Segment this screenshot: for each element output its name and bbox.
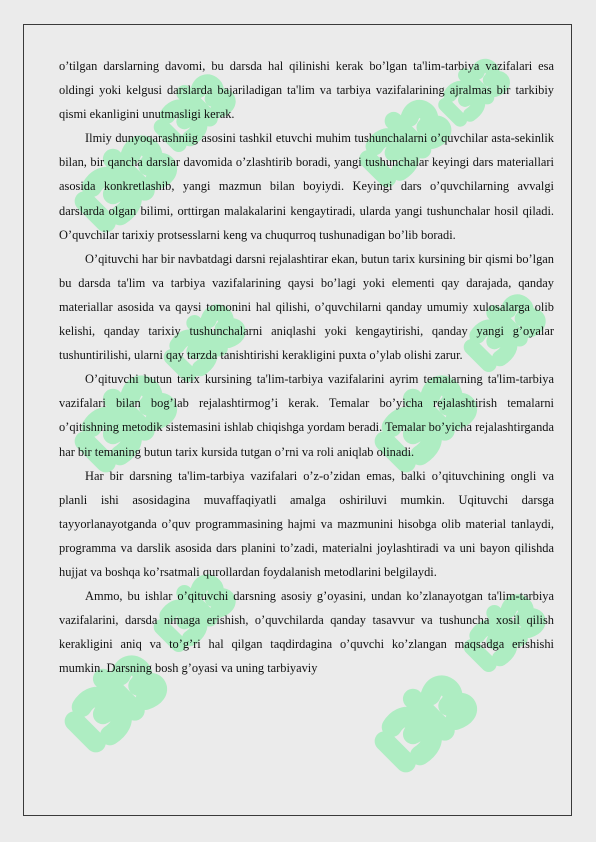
paragraph: O’qituvchi har bir navbatdagi darsni rejalashtirar ekan, butun tarix kursining bir qismi bo’lgan bu darsda ta'lim va tarbiya vazifalarining qaysi bo’lagi yoki elementi qay darajada, qanday materiallar asosida va qaysi tomonini hal qilishi, o’quvchilarni qanday umumiy xulosalarga olib kelishi, qanday tarixiy tushunchalarni aniqlashi yoki kengaytirishi, qanday yangi g’oyalar tushuntirilishi, ularni qay tarzda tanishtirishi kerakligini puxta o’ylab olishi zarur.: [59, 251, 554, 363]
paragraph: Ammo, bu ishlar o’qituvchi darsning asosiy g’oyasini, undan ko’zlanayotgan ta'lim-tarbiya vazifalarini, darsda nimaga erishish, o’quvchilarda qanday tasavvur va tushuncha xosil qilish kerakligini aniq va to’g’ri hal qilgan taqdirdagina o’quvchi ko’zlangan maqsadga erishishi mumkin. Darsning bosh g’oyasi va uning tarbiyaviy: [59, 589, 554, 676]
paragraph: o’tilgan darslarning davomi, bu darsda hal qilinishi kerak bo’lgan ta'lim-tarbiya vazifalari esa oldingi yoki kelgusi darslarda bajariladigan ta'lim va tarbiya vazifalarining ajralmas bir tarkibiy qismi ekanligini unutmasligi kerak.: [59, 59, 554, 122]
paragraph: Ilmiy dunyoqarashniig asosini tashkil etuvchi muhim tushunchalarni o’quvchilar asta-sekinlik bilan, bir qancha darslar davomida o’zlashtirib boradi, yangi tushunchalar keyingi dars materiallari asosida konkretlashib, yangi mazmun bilan boyiydi. Keyingi dars o’quvchilarning avvalgi darslarda olgan bilimi, orttirgan malakalarini kengaytiradi, ularda yangi tushunchalar hosil qiladi. O’quvchilar tarixiy protsesslarni keng va chuqurroq tushunadigan bo’lib boradi.: [59, 131, 554, 242]
paragraph: Har bir darsning ta'lim-tarbiya vazifalari o’z-o’zidan emas, balki o’qituvchining ongli va planli ishi asosidagina muvaffaqiyatli amalga oshiriluvi mumkin. Uqituvchi darsga tayyorlanayotganda o’quv programmasining hajmi va mazmunini hisobga olib material tanlaydi, programma va darslik asosida dars planini to’zadi, materialni joylashtiradi va uni bayon qilishda hujjat va boshqa ko’rsatmali qurollardan foydalanish metodlarini belgilaydi.: [59, 468, 554, 579]
paragraph: O’qituvchi butun tarix kursining ta'lim-tarbiya vazifalarini ayrim temalarning ta'lim-tarbiya vazifalari bilan bog’lab rejalashtirmog’i kerak. Temalar bo’yicha rejalashtirish temalarni o’qitishning metodik sistemasini ishlab chiqishga yordam beradi. Temalar bo’yicha rejalashtirganda har bir temaning butun tarix kursida tutgan o’rni va roli aniqlab olinadi.: [59, 372, 554, 459]
document-body: [59, 54, 554, 680]
